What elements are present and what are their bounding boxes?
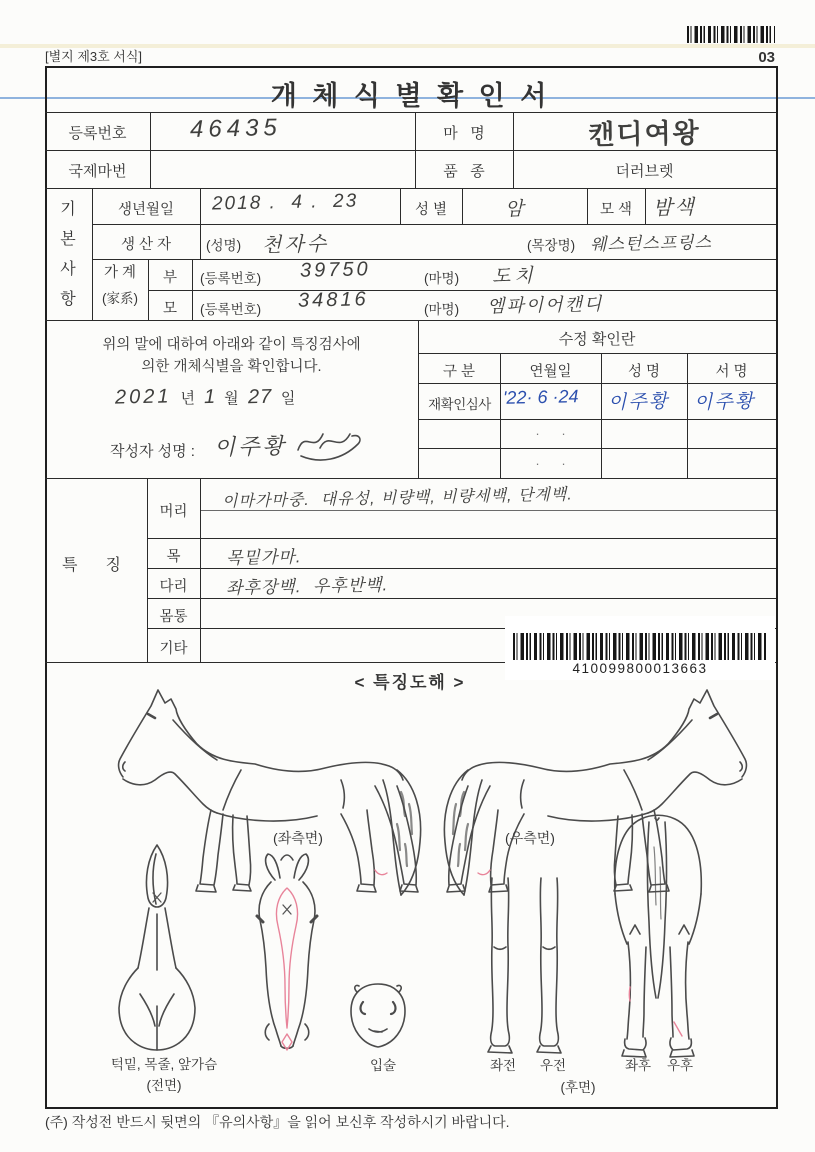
dam-reg-no: 34816: [297, 288, 369, 312]
horse-name-value: 캔디여왕: [588, 118, 701, 150]
grid-line: [200, 188, 201, 259]
farm-name-value: 웨스턴스프링스: [589, 232, 713, 255]
writer-label: 작성자 성명 :: [110, 443, 195, 460]
grid-line: [462, 188, 463, 224]
dam-reg-prefix: (등록번호): [200, 302, 262, 317]
revision-header-date: 연월일: [529, 364, 572, 380]
revision-row-sign: 이주황: [693, 391, 756, 414]
sex-label: 성 별: [414, 202, 448, 218]
birth-label: 생년월일: [117, 202, 175, 218]
coat-value: 밤색: [652, 196, 696, 220]
features-section-label: 특징: [62, 557, 149, 574]
breed-label: 품 종: [443, 163, 485, 180]
writer-name-value: 이주황: [213, 433, 288, 460]
page-number: 03: [758, 49, 775, 66]
basic-section-label: 기본사항: [60, 201, 76, 308]
rear-view-label: (후면): [560, 1080, 596, 1095]
grid-line: [92, 259, 776, 260]
date-month-value: 1: [203, 385, 216, 409]
horse-front-chest-figure: [119, 845, 195, 1050]
sire-reg-no: 39750: [299, 258, 371, 282]
revision-row-type: 재확인심사: [428, 397, 491, 412]
main-barcode-number: 410099800013663: [572, 661, 708, 676]
statement-line1: 위의 말에 대하여 아래와 같이 특징검사에: [102, 337, 361, 353]
statement-line2: 의한 개체식별을 확인합니다.: [141, 359, 322, 375]
birth-value: 2018 . 4 . 23: [211, 190, 359, 215]
grid-line: [147, 538, 776, 539]
horse-right-side-figure: [444, 690, 746, 895]
feature-etc-label: 기타: [159, 641, 188, 657]
left-side-view-label: (좌측면): [273, 830, 323, 846]
feature-legs-label: 다리: [159, 579, 188, 595]
main-barcode: [513, 633, 766, 660]
sire-reg-prefix: (등록번호): [200, 271, 262, 286]
horse-left-side-figure: [119, 690, 421, 895]
revision-title: 수정 확인란: [558, 331, 636, 348]
writer-signature-scribble: [292, 422, 368, 466]
date-year-suffix: 년: [180, 390, 195, 407]
revision-header-sign: 서 명: [715, 364, 748, 380]
page-title: 개 체 식 별 확 인 서: [270, 81, 551, 111]
date-day-suffix: 일: [280, 390, 296, 407]
grid-line: [45, 188, 776, 189]
grid-line: [418, 419, 776, 420]
feature-neck-label: 목: [166, 549, 181, 565]
confirmation-date: [115, 386, 295, 409]
top-barcode: [687, 26, 775, 43]
diagram-title: < 특징도해 >: [354, 673, 466, 692]
dam-row-label: 모: [162, 301, 177, 317]
front-right-leg-label: 우전: [539, 1058, 567, 1073]
revision-empty-dots: · ·: [535, 426, 566, 441]
revision-row-date: '22· 6 ·24: [502, 386, 579, 408]
breed-value: 더러브렛: [615, 163, 674, 180]
feature-head-value: 이마가마중. 대유성, 비량백, 비량세백, 단계백.: [221, 486, 573, 511]
reg-no-label: 등록번호: [68, 125, 127, 142]
farm-name-prefix: (목장명): [527, 238, 576, 253]
reg-no-value: 46435: [189, 114, 283, 143]
intl-no-label: 국제마번: [68, 163, 127, 180]
grid-line: [192, 259, 193, 320]
family-label-hanja: (家系): [102, 291, 138, 306]
form-tag: [별지 제3호 서식]: [45, 49, 143, 64]
front-view-label: 턱밑, 목줄, 앞가슴: [110, 1057, 218, 1072]
sire-name: 도치: [491, 265, 537, 288]
right-side-view-label: (우측면): [505, 830, 555, 846]
grid-line: [150, 112, 151, 188]
grid-line: [645, 188, 646, 224]
sire-name-prefix: (마명): [424, 271, 460, 286]
breeder-label: 생 산 자: [120, 237, 172, 253]
horse-rear-figure: [615, 815, 702, 1057]
horse-name-label: 마 명: [443, 125, 485, 142]
grid-line: [92, 224, 776, 225]
grid-line: [45, 320, 776, 321]
front-left-leg-label: 좌전: [489, 1058, 517, 1073]
grid-line: [45, 478, 776, 479]
lips-label: 입술: [369, 1058, 397, 1073]
coat-label: 모 색: [599, 202, 633, 218]
date-year-value: 2021: [114, 385, 172, 409]
horse-front-legs-figure: [488, 878, 561, 1053]
breeder-name-value: 천자수: [261, 233, 330, 257]
feature-diagram-canvas: [45, 662, 776, 1105]
date-day-value: 27: [247, 385, 273, 409]
family-label: 가 계: [103, 265, 137, 281]
hind-right-leg-label: 우후: [666, 1058, 694, 1073]
feature-head-label: 머리: [159, 504, 188, 520]
grid-line: [418, 353, 776, 354]
footer-note: (주) 작성전 반드시 뒷면의 『유의사항』을 읽어 보신후 작성하시기 바랍니다.: [45, 1114, 510, 1130]
horse-muzzle-figure: [351, 984, 405, 1047]
grid-line: [418, 383, 776, 384]
grid-line: [148, 290, 776, 291]
feature-body-label: 몸통: [159, 609, 188, 625]
grid-line: [418, 448, 776, 449]
grid-line: [200, 478, 201, 662]
hind-left-leg-label: 좌후: [624, 1058, 652, 1073]
revision-header-name: 성 명: [627, 364, 661, 380]
horse-head-front-figure: [257, 854, 317, 1050]
revision-row-name: 이주황: [607, 391, 670, 414]
feature-neck-value: 목밑가마.: [225, 547, 302, 568]
feature-legs-value: 좌후장백. 우후반백.: [225, 575, 389, 598]
date-month-suffix: 월: [224, 390, 239, 407]
front-view-sublabel: (전면): [146, 1078, 182, 1093]
sire-row-label: 부: [162, 270, 177, 286]
revision-empty-dots: · ·: [535, 456, 566, 471]
revision-header-type: 구 분: [442, 364, 476, 380]
sex-value: 암: [504, 198, 524, 221]
dam-name: 엠파이어캔디: [486, 293, 604, 317]
dam-name-prefix: (마명): [424, 302, 460, 317]
breeder-name-prefix: (성명): [206, 238, 242, 253]
